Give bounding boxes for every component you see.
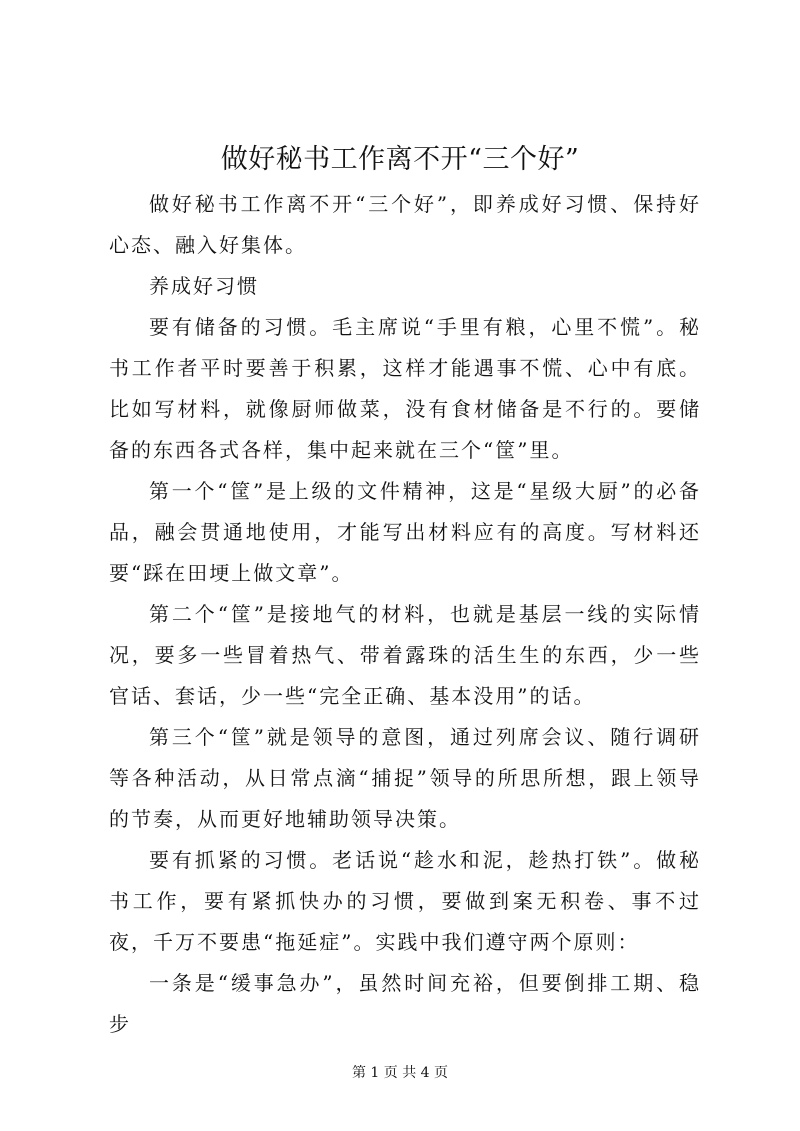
- paragraph: 第一个“筐”是上级的文件精神，这是“星级大厨”的必备品，融会贯通地使用，才能写出材料应有的高度。写材料还要“踩在田埂上做文章”。: [109, 479, 701, 585]
- document-title: 做好秘书工作离不开“三个好”: [220, 144, 580, 175]
- paragraph-intro: 做好秘书工作离不开“三个好”，即养成好习惯、保持好心态、融入好集体。: [109, 192, 701, 257]
- paragraph: 第二个“筐”是接地气的材料，也就是基层一线的实际情况，要多一些冒着热气、带着露珠的活生生的东西，少一些官话、套话，少一些“完全正确、基本没用”的话。: [109, 602, 701, 708]
- document-body: [109, 184, 701, 1045]
- paragraph: 一条是“缓事急办”，虽然时间充裕，但要倒排工期、稳步: [109, 971, 701, 1036]
- paragraph: 要有抓紧的习惯。老话说“趁水和泥，趁热打铁”。做秘书工作，要有紧抓快办的习惯，要做到案无积卷、事不过夜，千万不要患“拖延症”。实践中我们遵守两个原则：: [109, 848, 701, 954]
- paragraph: 第三个“筐”就是领导的意图，通过列席会议、随行调研等各种活动，从日常点滴“捕捉”领导的所思所想，跟上领导的节奏，从而更好地辅助领导决策。: [109, 725, 701, 831]
- paragraph: 要有储备的习惯。毛主席说“手里有粮，心里不慌”。秘书工作者平时要善于积累，这样才能遇事不慌、心中有底。比如写材料，就像厨师做菜，没有食材储备是不行的。要储备的东西各式各样，集中起来就在三个“筐”里。: [109, 315, 701, 462]
- page-footer: 第 1 页 共 4 页: [351, 1065, 449, 1081]
- section-heading: 养成好习惯: [149, 274, 259, 298]
